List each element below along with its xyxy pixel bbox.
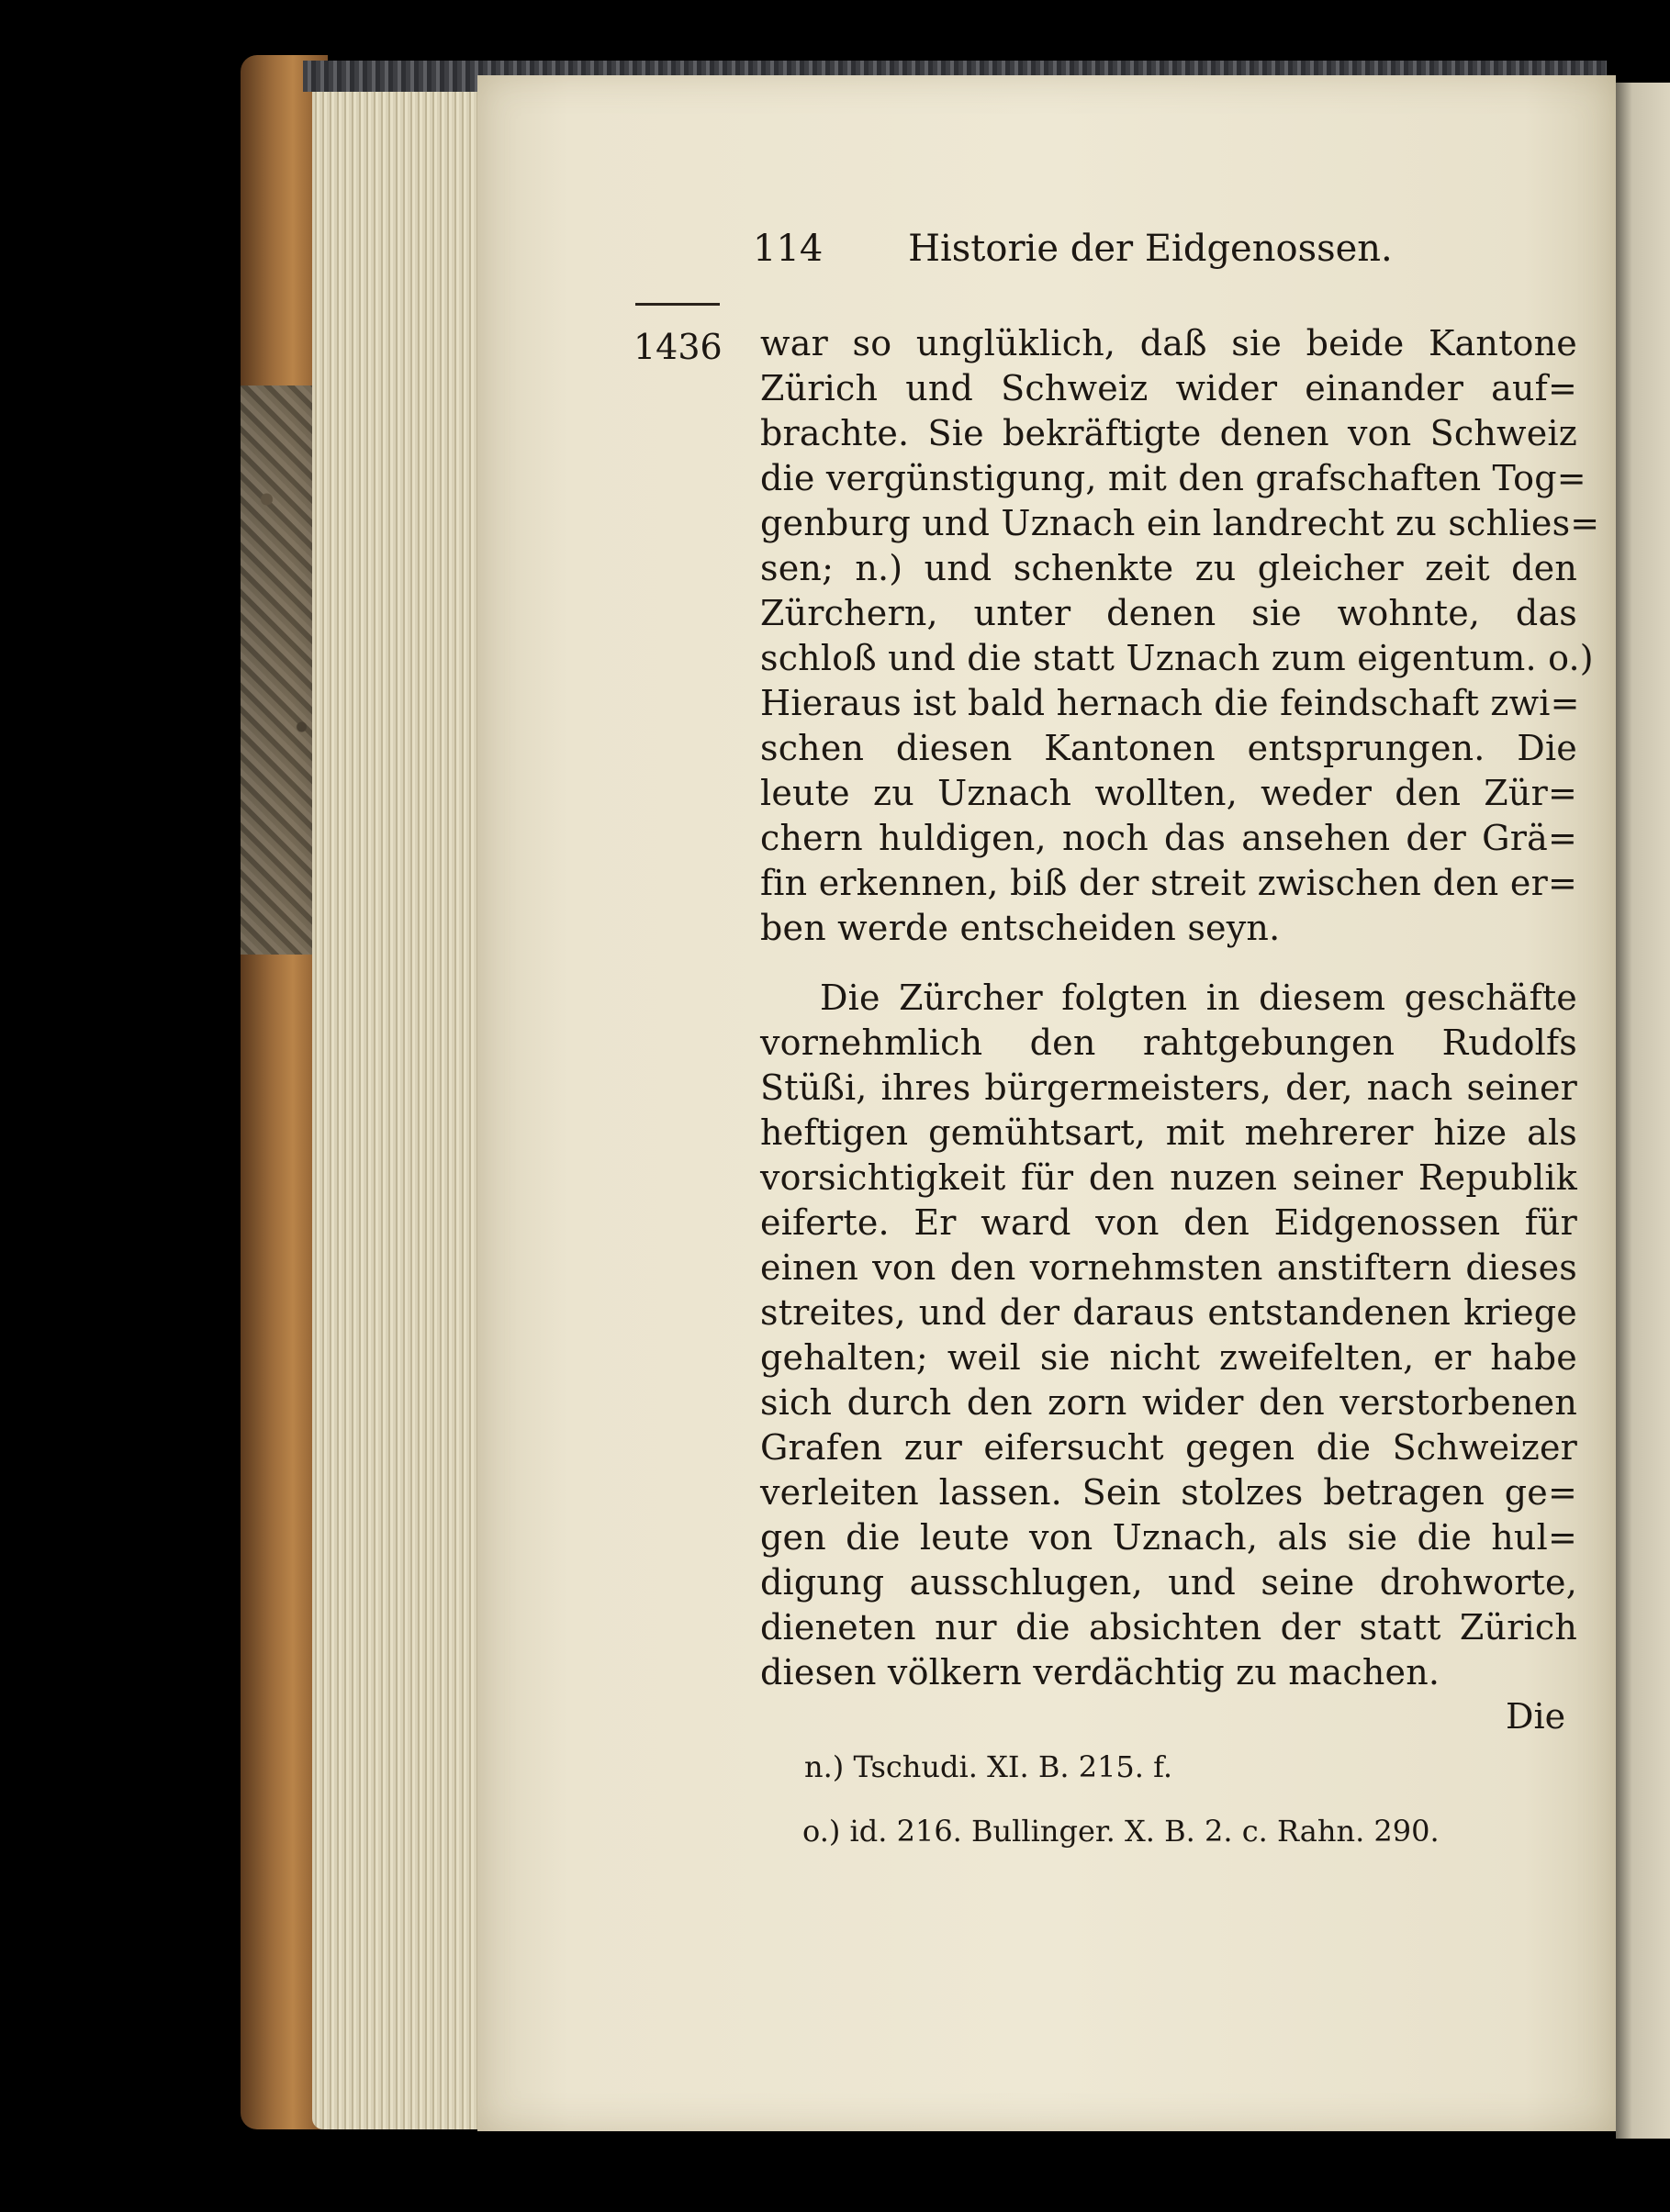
- paragraph-1: [760, 321, 1600, 951]
- text-line: ben werde entscheiden seyn.: [760, 908, 1281, 948]
- text-line: gen die leute von Uznach, als sie die hul=: [760, 1517, 1577, 1558]
- text-line: sich durch den zorn wider den verstorbenen: [760, 1382, 1577, 1423]
- text-line: Grafen zur eifersucht gegen die Schweizer: [760, 1427, 1577, 1468]
- text-line: Stüßi, ihres bürgermeisters, der, nach seiner: [760, 1067, 1577, 1108]
- text-line: dieneten nur die absichten der statt Zürich: [760, 1607, 1577, 1648]
- text-line: einen von den vornehmsten anstiftern dieses: [760, 1247, 1577, 1288]
- paragraph-2: [760, 976, 1577, 1695]
- text-line: vornehmlich den rahtgebungen Rudolfs: [760, 1022, 1577, 1063]
- page-header: [753, 228, 1393, 283]
- running-title: Historie der Eidgenossen.: [908, 228, 1393, 270]
- text-line: streites, und der daraus entstandenen kriege: [760, 1292, 1577, 1333]
- text-line: Hieraus ist bald hernach die feindschaft zwi=: [760, 683, 1580, 723]
- text-line: war so unglüklich, daß sie beide Kantone: [760, 323, 1577, 363]
- footnote-o: o.) id. 216. Bullinger. X. B. 2. c. Rahn. 290.: [802, 1814, 1440, 1849]
- text-line: gehalten; weil sie nicht zweifelten, er habe: [760, 1337, 1577, 1378]
- text-line: chern huldigen, noch das ansehen der Grä=: [760, 818, 1577, 858]
- catchword: Die: [1506, 1696, 1566, 1737]
- text-line: Zürich und Schweiz wider einander auf=: [760, 368, 1577, 408]
- text-line: digung ausschlugen, und seine drohworte,: [760, 1562, 1577, 1603]
- footnote-n: n.) Tschudi. XI. B. 215. f.: [804, 1749, 1172, 1784]
- margin-rule: [635, 303, 720, 306]
- text-line: schen diesen Kantonen entsprungen. Die: [760, 728, 1577, 768]
- facing-page-edge: [1616, 83, 1670, 2139]
- text-line: vorsichtigkeit für den nuzen seiner Republik: [760, 1157, 1577, 1198]
- margin-year: 1436: [633, 327, 723, 367]
- text-line: diesen völkern verdächtig zu machen.: [760, 1652, 1440, 1693]
- text-line: Zürchern, unter denen sie wohnte, das: [760, 593, 1577, 633]
- text-line: leute zu Uznach wollten, weder den Zür=: [760, 773, 1577, 813]
- text-line: fin erkennen, biß der streit zwischen den er=: [760, 863, 1577, 903]
- text-line: schloß und die statt Uznach zum eigentum. o.): [760, 638, 1594, 678]
- text-line: genburg und Uznach ein landrecht zu schlies=: [760, 503, 1600, 543]
- text-line: sen; n.) und schenkte zu gleicher zeit den: [760, 548, 1577, 588]
- page-number: 114: [753, 228, 824, 270]
- text-line: die vergünstigung, mit den grafschaften Tog=: [760, 458, 1586, 498]
- text-line: verleiten lassen. Sein stolzes betragen ge=: [760, 1472, 1577, 1513]
- text-line: eiferte. Er ward von den Eidgenossen für: [760, 1202, 1577, 1243]
- text-line: heftigen gemühtsart, mit mehrerer hize als: [760, 1112, 1577, 1153]
- page-edges: [312, 73, 496, 2129]
- text-line: brachte. Sie bekräftigte denen von Schweiz: [760, 413, 1577, 453]
- text-line: Die Zürcher folgten in diesem geschäfte: [820, 978, 1577, 1018]
